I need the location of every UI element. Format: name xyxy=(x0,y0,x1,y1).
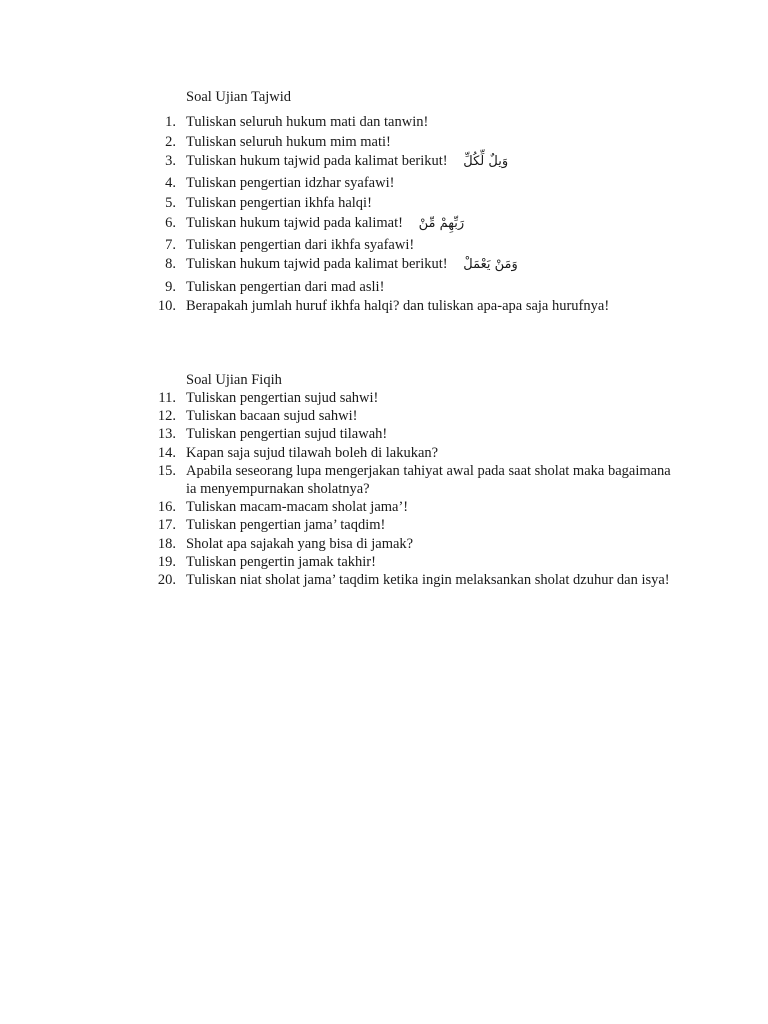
question-number: 11. xyxy=(158,390,176,406)
tajwid-question-9 xyxy=(0,278,768,296)
question-text: Tuliskan hukum tajwid pada kalimat berikut! xyxy=(186,153,448,170)
tajwid-question-2 xyxy=(0,133,768,151)
tajwid-question-1 xyxy=(0,113,768,131)
tajwid-question-list xyxy=(0,113,768,317)
fiqih-question-13 xyxy=(0,425,768,443)
tajwid-section-title: Soal Ujian Tajwid xyxy=(186,89,292,105)
fiqih-section-title: Soal Ujian Fiqih xyxy=(186,372,282,388)
question-text: Tuliskan hukum tajwid pada kalimat! xyxy=(186,214,403,231)
arabic-phrase: رَبِّهِمْ مِّنْ xyxy=(418,215,465,231)
question-number: 12. xyxy=(157,408,176,425)
question-number: 17. xyxy=(157,517,176,534)
question-number: 16. xyxy=(157,499,176,516)
question-text: Tuliskan pengertian ikhfa halqi! xyxy=(186,194,372,211)
question-text: Tuliskan hukum tajwid pada kalimat berikut! xyxy=(186,256,448,273)
fiqih-question-list xyxy=(0,389,768,589)
question-text: Tuliskan pengertin jamak takhir! xyxy=(186,553,376,570)
question-text: Sholat apa sajakah yang bisa di jamak? xyxy=(186,535,414,552)
question-number: 18. xyxy=(157,535,176,552)
question-text: Tuliskan niat sholat jama’ taqdim ketika ingin melaksankan sholat dzuhur dan isya! xyxy=(186,572,670,589)
question-number: 2. xyxy=(165,133,176,150)
fiqih-question-18 xyxy=(0,535,768,553)
tajwid-question-5 xyxy=(0,194,768,212)
fiqih-question-15 xyxy=(0,462,768,498)
question-number: 6. xyxy=(165,214,176,231)
question-text: Tuliskan pengertian jama’ taqdim! xyxy=(186,517,386,534)
question-number: 15. xyxy=(157,462,176,479)
question-text: Tuliskan pengertian idzhar syafawi! xyxy=(186,175,395,192)
question-text: Tuliskan bacaan sujud sahwi! xyxy=(186,408,358,425)
tajwid-question-6 xyxy=(0,214,768,233)
question-number: 1. xyxy=(165,114,176,130)
fiqih-question-12 xyxy=(0,407,768,425)
fiqih-question-19 xyxy=(0,553,768,571)
question-number: 10. xyxy=(157,298,176,315)
tajwid-question-8 xyxy=(0,255,768,274)
question-text: Berapakah jumlah huruf ikhfa halqi? dan tuliskan apa-apa saja hurufnya! xyxy=(186,298,610,315)
question-number: 20. xyxy=(157,572,176,589)
question-text: Tuliskan macam-macam sholat jama’! xyxy=(186,499,409,516)
question-text: Tuliskan pengertian dari ikhfa syafawi! xyxy=(186,236,415,253)
question-text: Kapan saja sujud tilawah boleh di lakukan? xyxy=(186,444,439,461)
fiqih-question-11 xyxy=(0,389,768,407)
question-number: 14. xyxy=(157,444,176,461)
question-text: Apabila seseorang lupa mengerjakan tahiyat awal pada saat sholat maka bagaimana ia menyempurnakan sholatnya? xyxy=(186,462,671,498)
arabic-phrase: وَمَنْ يَعْمَلْ xyxy=(463,257,518,273)
tajwid-question-7 xyxy=(0,236,768,254)
fiqih-question-17 xyxy=(0,516,768,534)
question-number: 9. xyxy=(165,278,176,295)
fiqih-question-14 xyxy=(0,444,768,462)
question-number: 7. xyxy=(165,236,176,253)
tajwid-question-4 xyxy=(0,174,768,192)
question-text: Tuliskan seluruh hukum mati dan tanwin! xyxy=(186,114,429,130)
question-text: Tuliskan pengertian sujud tilawah! xyxy=(186,426,388,443)
question-number: 8. xyxy=(165,256,176,273)
question-number: 19. xyxy=(157,553,176,570)
question-text: Tuliskan pengertian sujud sahwi! xyxy=(186,390,379,406)
question-number: 3. xyxy=(165,153,176,170)
tajwid-question-3 xyxy=(0,152,768,171)
question-text: Tuliskan pengertian dari mad asli! xyxy=(186,278,385,295)
arabic-phrase: وَيلٌ لِّكُلِّ xyxy=(463,154,509,170)
tajwid-question-10 xyxy=(0,297,768,315)
question-text: Tuliskan seluruh hukum mim mati! xyxy=(186,133,391,150)
question-number: 4. xyxy=(165,175,176,192)
fiqih-question-16 xyxy=(0,498,768,516)
fiqih-question-20 xyxy=(0,571,768,589)
question-number: 13. xyxy=(157,426,176,443)
question-number: 5. xyxy=(165,194,176,211)
